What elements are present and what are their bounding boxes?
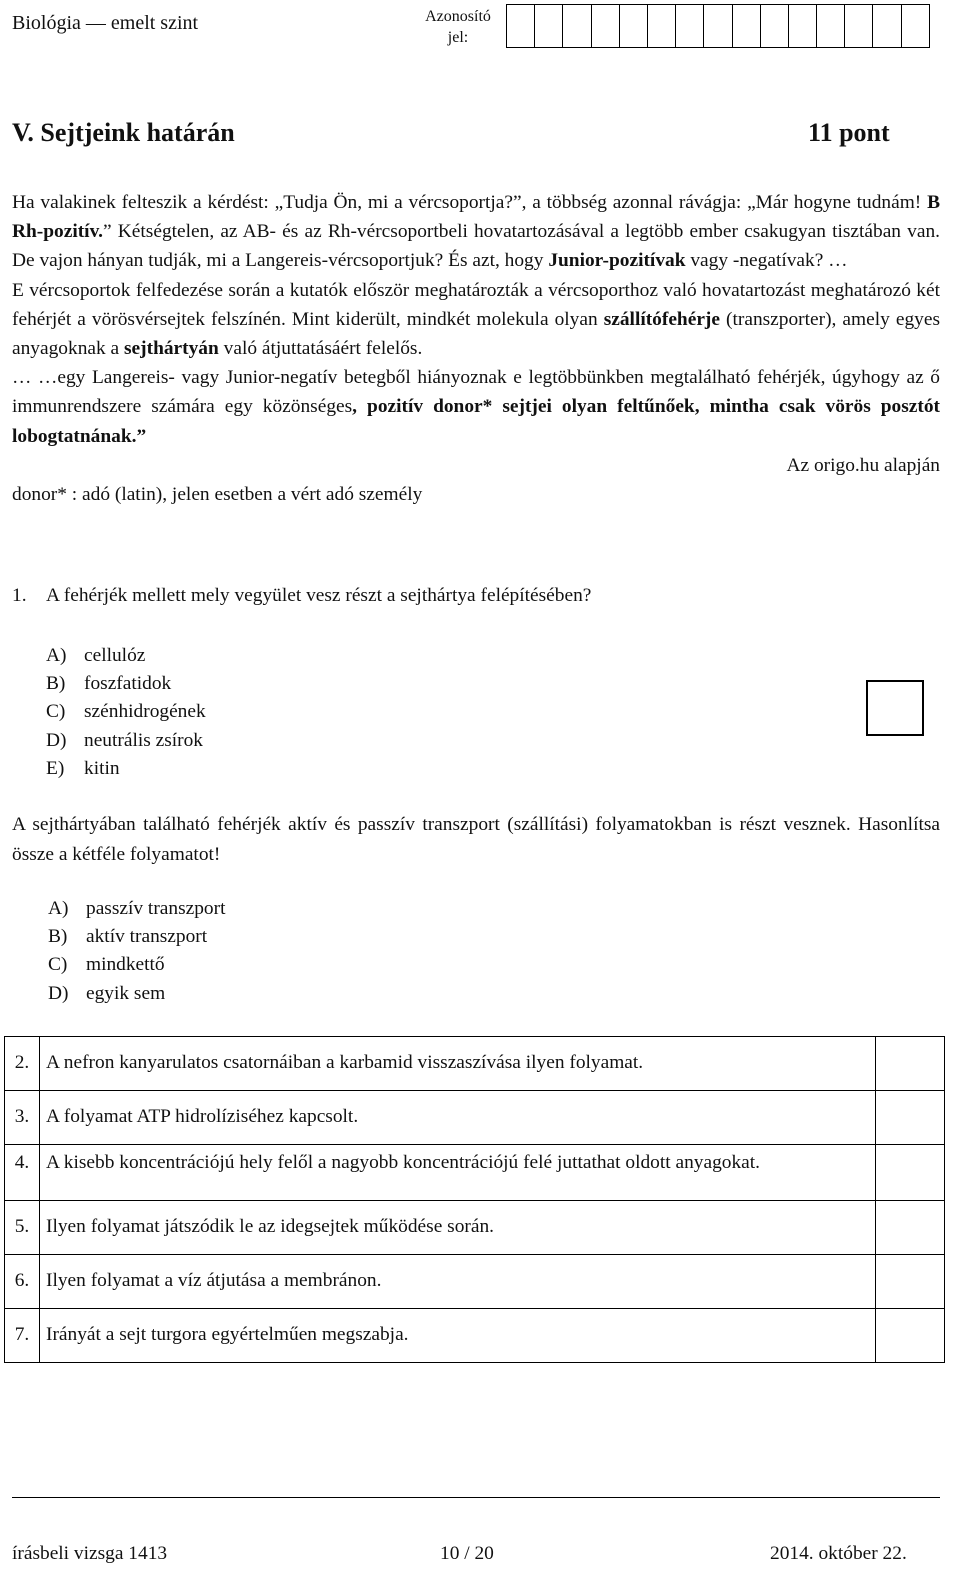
row-number: [5, 1255, 40, 1309]
option-letter: B): [46, 673, 66, 695]
option-item: [48, 923, 225, 951]
option-item: [48, 895, 225, 923]
reading-passage: [12, 188, 940, 509]
option-letter: D): [48, 982, 69, 1004]
passage-paragraph-1: [12, 188, 940, 276]
answer-cell[interactable]: [876, 1091, 945, 1145]
passage-footnote: donor* : adó (latin), jelen esetben a vért adó személy: [12, 484, 423, 506]
transport-options: [48, 895, 225, 1008]
section-points: 11 pont: [808, 118, 890, 147]
option-text: foszfatidok: [84, 673, 172, 695]
row-statement: [40, 1309, 876, 1363]
passage-text: … …egy Langereis- vagy Junior-negatív betegből hiányoznak e legtöbbünkben megtalálható fehérjék, úgyhogy az ő immunrendszere számára egy közönséges: [12, 367, 940, 418]
option-item: [48, 980, 225, 1008]
option-letter: D): [46, 729, 67, 751]
row-number-text: 6.: [14, 1270, 30, 1291]
question-number: 1.: [12, 585, 27, 606]
row-statement: [40, 1037, 876, 1091]
id-box[interactable]: [817, 4, 845, 48]
passage-source: Az origo.hu alapján: [786, 454, 940, 476]
id-box[interactable]: [733, 4, 761, 48]
row-statement-text: Irányát a sejt turgora egyértelműen megszabja.: [46, 1324, 409, 1345]
option-item: [46, 727, 206, 755]
option-item: [46, 642, 206, 670]
passage-text: Ha valakinek felteszik a kérdést: „Tudja Ön, mi a vércsoportja?”, a többség azonnal rávágja: „Már hogyne tudnám!: [12, 192, 928, 213]
question-1-options: [46, 642, 206, 783]
question-1: [12, 585, 591, 607]
row-statement: [40, 1091, 876, 1145]
row-number-text: 4.: [14, 1152, 30, 1173]
table-row: [5, 1091, 945, 1145]
row-statement: [40, 1255, 876, 1309]
id-box[interactable]: [902, 4, 930, 48]
option-item: [46, 698, 206, 726]
option-text: szénhidrogének: [84, 701, 206, 723]
id-boxes: [506, 4, 930, 48]
table-row: [5, 1309, 945, 1363]
id-box[interactable]: [873, 4, 901, 48]
option-letter: B): [48, 926, 68, 948]
option-text: neutrális zsírok: [84, 729, 204, 751]
footer-page-number: 10 / 20: [440, 1543, 494, 1564]
table-row: [5, 1037, 945, 1091]
option-letter: C): [48, 954, 68, 976]
row-number-text: 5.: [14, 1216, 30, 1237]
option-text: egyik sem: [86, 982, 166, 1004]
passage-text: vagy -negatívak? …: [685, 250, 848, 272]
answer-box[interactable]: [866, 680, 924, 736]
answer-cell[interactable]: [876, 1201, 945, 1255]
option-text: cellulóz: [84, 645, 146, 666]
row-number-text: 7.: [14, 1324, 30, 1345]
option-item: [46, 755, 206, 783]
passage-text: való átjuttatásáért felelős.: [218, 338, 423, 360]
table-row: [5, 1145, 945, 1201]
row-statement: [40, 1145, 876, 1201]
id-label: Azonosító jel:: [425, 8, 491, 46]
answer-cell[interactable]: [876, 1037, 945, 1091]
row-number: [5, 1145, 40, 1201]
passage-text: E vércsoportok felfedezése során a kutatók először meghatározták a vércsoporthoz való hovatartozást meghatározó két fehérjét a vörösvérsejtek felszínén. Mint kiderült, mindkét molekula olyan: [12, 279, 940, 330]
id-box[interactable]: [620, 4, 648, 48]
option-text: kitin: [84, 757, 120, 779]
row-number: [5, 1037, 40, 1091]
footer-rule: [12, 1497, 940, 1498]
question-table: [4, 1036, 945, 1363]
row-number-text: 3.: [14, 1106, 30, 1127]
passage-text: (transzporter), amely egyes anyagoknak a: [12, 308, 940, 360]
row-statement-text: A folyamat ATP hidrolíziséhez kapcsolt.: [46, 1106, 359, 1127]
answer-cell[interactable]: [876, 1255, 945, 1309]
row-statement-text: Ilyen folyamat játszódik le az idegsejtek működése során.: [46, 1216, 494, 1237]
id-box[interactable]: [789, 4, 817, 48]
answer-cell[interactable]: [876, 1145, 945, 1201]
id-box[interactable]: [676, 4, 704, 48]
row-number: [5, 1201, 40, 1255]
footer-exam: írásbeli vizsga 1413: [12, 1543, 168, 1564]
passage-text: ” Kétségtelen, az AB- és az Rh-vércsoportbeli hovatartozásával a legtöbb ember csakugyan tisztában van. De vajon hányan tudják, mi a Langereis-vércsoportjuk? És azt, hogy: [12, 221, 940, 272]
question-text: A fehérjék mellett mely vegyület vesz részt a sejthártya felépítésében?: [46, 585, 592, 606]
id-box[interactable]: [592, 4, 620, 48]
row-number-text: 2.: [14, 1052, 30, 1073]
row-statement: [40, 1201, 876, 1255]
id-box[interactable]: [845, 4, 873, 48]
id-box[interactable]: [704, 4, 732, 48]
passage-bold: , pozitív donor* sejtjei olyan feltűnőek, mintha csak vörös posztót lobogtatnának.”: [12, 396, 940, 447]
row-statement-text: A nefron kanyarulatos csatornáiban a karbamid visszaszívása ilyen folyamat.: [46, 1052, 644, 1073]
option-letter: C): [46, 701, 66, 723]
id-box[interactable]: [507, 4, 535, 48]
header-subject: Biológia — emelt szint: [12, 12, 199, 34]
row-number: [5, 1309, 40, 1363]
option-letter: E): [46, 757, 65, 779]
option-letter: A): [48, 898, 69, 919]
option-text: passzív transzport: [86, 898, 226, 919]
passage-bold: szállítófehérje: [603, 308, 720, 330]
passage-bold: Junior-pozitívak: [548, 250, 686, 272]
passage-paragraph-3: [12, 363, 940, 451]
option-text: aktív transzport: [86, 926, 208, 948]
id-box[interactable]: [761, 4, 789, 48]
option-letter: A): [46, 645, 67, 666]
passage-bold: sejthártyán: [124, 338, 219, 360]
footer-date: 2014. október 22.: [770, 1543, 907, 1564]
table-row: [5, 1255, 945, 1309]
id-box[interactable]: [648, 4, 676, 48]
id-box[interactable]: [563, 4, 591, 48]
row-statement-text: Ilyen folyamat a víz átjutása a membránon.: [46, 1270, 382, 1291]
section-title: V. Sejtjeink határán: [12, 118, 235, 147]
option-item: [48, 951, 225, 979]
row-statement-text: A kisebb koncentrációjú hely felől a nagyobb koncentrációjú felé juttathat oldott anyagokat.: [46, 1152, 760, 1173]
id-box[interactable]: [535, 4, 563, 48]
row-number: [5, 1091, 40, 1145]
option-item: [46, 670, 206, 698]
option-text: mindkettő: [86, 954, 165, 976]
question-intro: A sejthártyában található fehérjék aktív és passzív transzport (szállítási) folyamatokban is részt vesznek. Hasonlítsa össze a kétféle folyamatot!: [12, 814, 940, 865]
answer-cell[interactable]: [876, 1309, 945, 1363]
passage-bold: B Rh-pozitív.: [12, 192, 940, 243]
passage-paragraph-2: [12, 276, 940, 364]
table-row: [5, 1201, 945, 1255]
